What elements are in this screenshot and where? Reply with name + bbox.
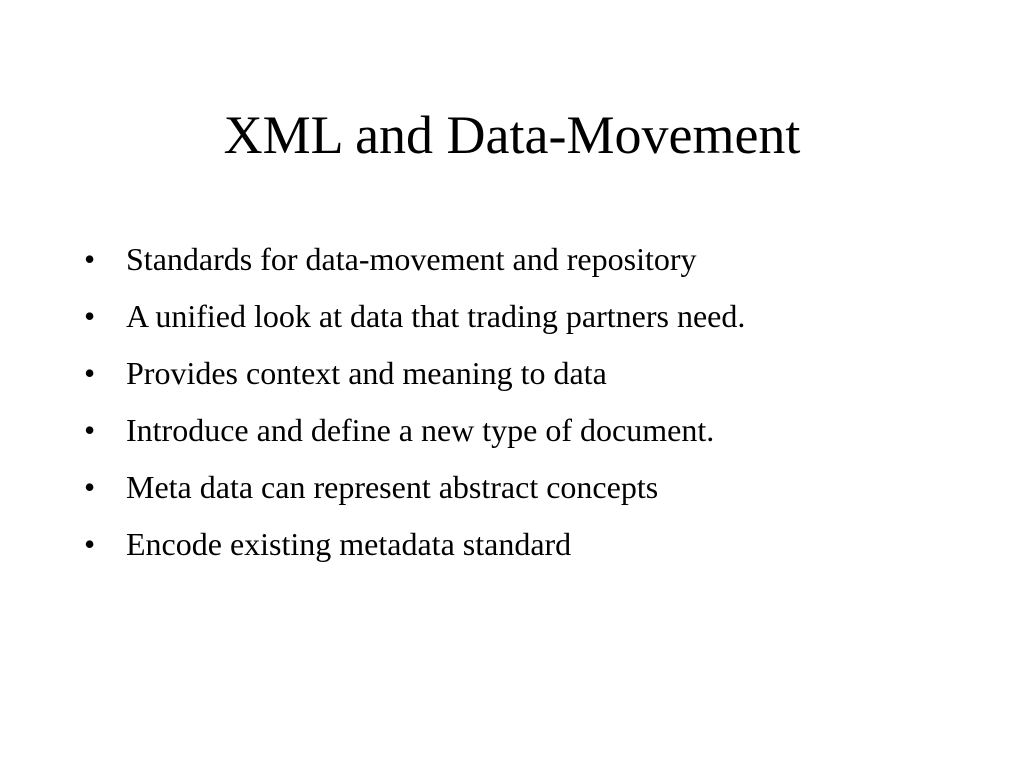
bullet-icon: • xyxy=(84,241,96,277)
bullet-icon: • xyxy=(84,355,96,391)
list-item xyxy=(84,231,745,288)
bullet-text: Encode existing metadata standard xyxy=(126,526,572,562)
list-item xyxy=(84,459,745,516)
list-item xyxy=(84,402,745,459)
list-item xyxy=(84,345,745,402)
slide-title: XML and Data-Movement xyxy=(223,105,801,165)
bullet-text: Standards for data-movement and repository xyxy=(126,241,697,277)
bullet-text: A unified look at data that trading partners need. xyxy=(126,298,746,334)
bullet-text: Meta data can represent abstract concepts xyxy=(126,469,659,505)
list-item xyxy=(84,516,745,573)
bullet-icon: • xyxy=(84,526,96,562)
bullet-icon: • xyxy=(84,469,96,505)
bullet-text: Provides context and meaning to data xyxy=(126,355,607,391)
bullet-icon: • xyxy=(84,298,96,334)
bullet-list xyxy=(84,231,745,573)
bullet-text: Introduce and define a new type of document. xyxy=(126,412,715,448)
list-item xyxy=(84,288,745,345)
bullet-icon: • xyxy=(84,412,96,448)
